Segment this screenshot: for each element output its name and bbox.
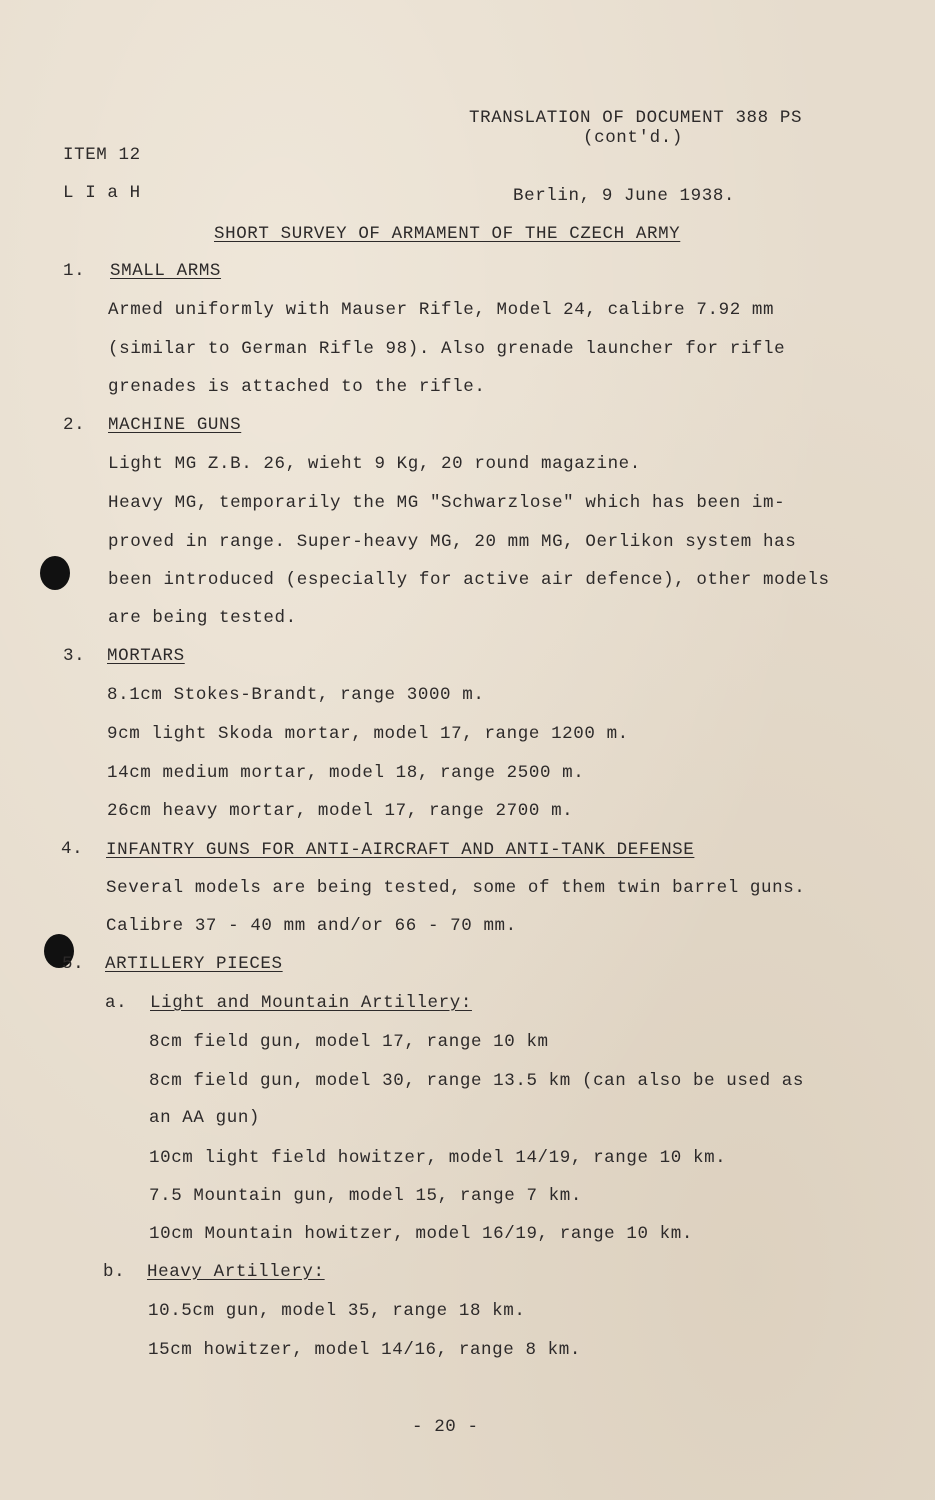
section-3-number: 3. (63, 646, 86, 666)
reference-code: L I a H (63, 183, 141, 203)
section-2-line: Heavy MG, temporarily the MG "Schwarzlose" which has been im- (108, 493, 786, 513)
punch-hole-upper (40, 556, 70, 590)
subsection-a-label: a. (105, 993, 128, 1013)
subsection-b-label: b. (103, 1262, 126, 1282)
section-3-line: 9cm light Skoda mortar, model 17, range 1200 m. (107, 724, 629, 744)
section-2-number: 2. (63, 415, 86, 435)
section-2-heading: MACHINE GUNS (108, 415, 242, 435)
section-1-line: (similar to German Rifle 98). Also grenade launcher for rifle (108, 339, 786, 359)
section-1-line: Armed uniformly with Mauser Rifle, Model 24, calibre 7.92 mm (108, 300, 775, 320)
page-number: - 20 - (412, 1417, 479, 1437)
subsection-a-heading: Light and Mountain Artillery: (150, 993, 472, 1013)
section-3-line: 26cm heavy mortar, model 17, range 2700 m. (107, 801, 574, 821)
translation-title: TRANSLATION OF DOCUMENT 388 PS (469, 108, 803, 128)
item-number: ITEM 12 (63, 145, 141, 165)
section-4-line: Calibre 37 - 40 mm and/or 66 - 70 mm. (106, 916, 517, 936)
section-3-heading: MORTARS (107, 646, 185, 666)
section-2-line: been introduced (especially for active air defence), other models (108, 570, 830, 590)
section-2-line: are being tested. (108, 608, 297, 628)
subsection-b-line: 10.5cm gun, model 35, range 18 km. (148, 1301, 526, 1321)
section-1-heading: SMALL ARMS (110, 261, 222, 281)
section-4-heading: INFANTRY GUNS FOR ANTI-AIRCRAFT AND ANTI-TANK DEFENSE (106, 840, 695, 860)
subsection-a-line: 7.5 Mountain gun, model 15, range 7 km. (149, 1186, 582, 1206)
section-2-line: Light MG Z.B. 26, wieht 9 Kg, 20 round magazine. (108, 454, 641, 474)
section-4-line: Several models are being tested, some of them twin barrel guns. (106, 878, 806, 898)
place-date: Berlin, 9 June 1938. (513, 186, 736, 206)
subsection-a-line: 8cm field gun, model 30, range 13.5 km (can also be used as (149, 1071, 805, 1091)
section-1-number: 1. (63, 261, 86, 281)
subsection-a-line: an AA gun) (149, 1108, 261, 1128)
subsection-b-heading: Heavy Artillery: (147, 1262, 325, 1282)
section-2-line: proved in range. Super-heavy MG, 20 mm MG, Oerlikon system has (108, 532, 797, 552)
subsection-a-line: 10cm light field howitzer, model 14/19, range 10 km. (149, 1148, 727, 1168)
section-5-heading: ARTILLERY PIECES (105, 954, 283, 974)
section-4-number: 4. (61, 839, 84, 859)
section-3-line: 14cm medium mortar, model 18, range 2500 m. (107, 763, 585, 783)
subsection-a-line: 8cm field gun, model 17, range 10 km (149, 1032, 549, 1052)
translation-subtitle: (cont'd.) (583, 128, 683, 148)
subsection-b-line: 15cm howitzer, model 14/16, range 8 km. (148, 1340, 581, 1360)
section-3-line: 8.1cm Stokes-Brandt, range 3000 m. (107, 685, 485, 705)
subsection-a-line: 10cm Mountain howitzer, model 16/19, range 10 km. (149, 1224, 693, 1244)
section-5-number: 5. (62, 954, 85, 974)
document-title: SHORT SURVEY OF ARMAMENT OF THE CZECH ARMY (214, 224, 681, 244)
section-1-line: grenades is attached to the rifle. (108, 377, 486, 397)
